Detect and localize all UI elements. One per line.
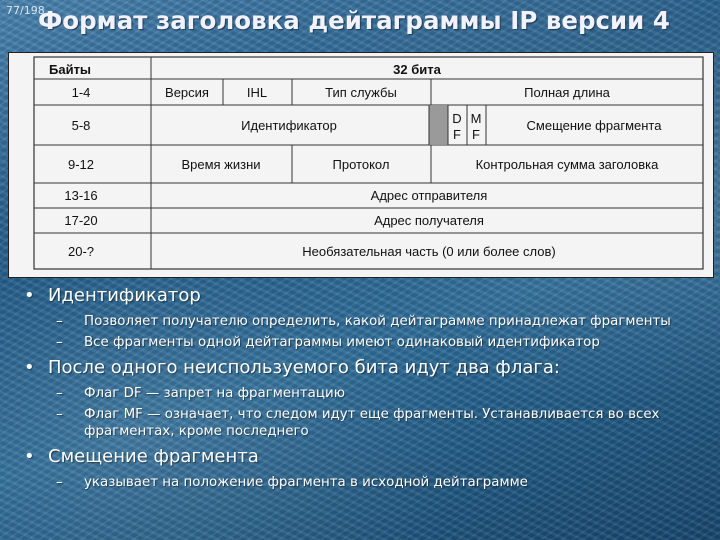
field-version: Версия <box>165 85 209 100</box>
row-bytes: 1-4 <box>71 85 91 100</box>
flag-mf-m: M <box>470 111 482 126</box>
flag-df-d: D <box>452 111 462 126</box>
bullet-text: Смещение фрагмента <box>48 446 259 467</box>
row-bytes: 20-? <box>67 244 95 259</box>
field-options: Необязательная часть (0 или более слов) <box>302 244 556 259</box>
row-bytes: 9-12 <box>67 157 95 172</box>
dash-marker: – <box>56 314 63 329</box>
sub-bullet-item <box>24 474 714 491</box>
field-tos: Тип службы <box>325 85 397 100</box>
bullet-text: После одного неиспользуемого бита идут два флага: <box>48 357 560 378</box>
field-source-address: Адрес отправителя <box>370 188 488 203</box>
field-ihl: IHL <box>246 85 268 100</box>
sub-bullet-text: Флаг DF — запрет на фрагментацию <box>84 386 345 401</box>
sub-bullet-item <box>24 313 714 330</box>
row-bytes: 17-20 <box>64 213 98 228</box>
slide-number: 77/198 <box>6 4 45 17</box>
row-bytes: 5-8 <box>71 118 91 133</box>
field-identifier: Идентификатор <box>241 118 337 133</box>
bullet-marker: • <box>24 285 35 306</box>
flag-df-f: F <box>453 127 461 142</box>
bullet-item <box>24 285 714 307</box>
bullet-marker: • <box>24 446 35 467</box>
dash-marker: – <box>56 407 63 422</box>
ip-header-table <box>8 52 714 278</box>
header-bits: 32 бита <box>393 62 441 77</box>
dash-marker: – <box>56 335 63 350</box>
field-total-length: Полная длина <box>524 85 610 100</box>
flag-mf-f: F <box>472 127 480 142</box>
bullet-text: Идентификатор <box>48 285 201 306</box>
field-ttl: Время жизни <box>181 157 261 172</box>
sub-bullet-item <box>24 406 714 440</box>
slide-title: Формат заголовка дейтаграммы IP версии 4 <box>38 6 670 35</box>
sub-bullet-text: Позволяет получателю определить, какой дейтаграмме принадлежат фрагменты <box>84 314 671 329</box>
field-checksum: Контрольная сумма заголовка <box>475 157 659 172</box>
field-destination-address: Адрес получателя <box>374 213 484 228</box>
bullet-item <box>24 446 714 468</box>
dash-marker: – <box>56 475 63 490</box>
ip-header-table-grid <box>9 53 713 277</box>
row-bytes: 13-16 <box>64 188 98 203</box>
header-bytes: Байты <box>49 62 92 77</box>
sub-bullet-text: указывает на положение фрагмента в исходной дейтаграмме <box>84 475 528 490</box>
bullet-list <box>24 285 714 495</box>
sub-bullet-item <box>24 385 714 402</box>
bullet-item <box>24 357 714 379</box>
bullet-marker: • <box>24 357 35 378</box>
field-fragment-offset: Смещение фрагмента <box>526 118 662 133</box>
field-protocol: Протокол <box>332 157 390 172</box>
sub-bullet-text: Флаг MF — означает, что следом идут еще фрагменты. Устанавливается во всех фрагментах, кроме последнего <box>84 407 660 439</box>
dash-marker: – <box>56 386 63 401</box>
sub-bullet-item <box>24 334 714 351</box>
sub-bullet-text: Все фрагменты одной дейтаграммы имеют одинаковый идентификатор <box>84 335 600 350</box>
